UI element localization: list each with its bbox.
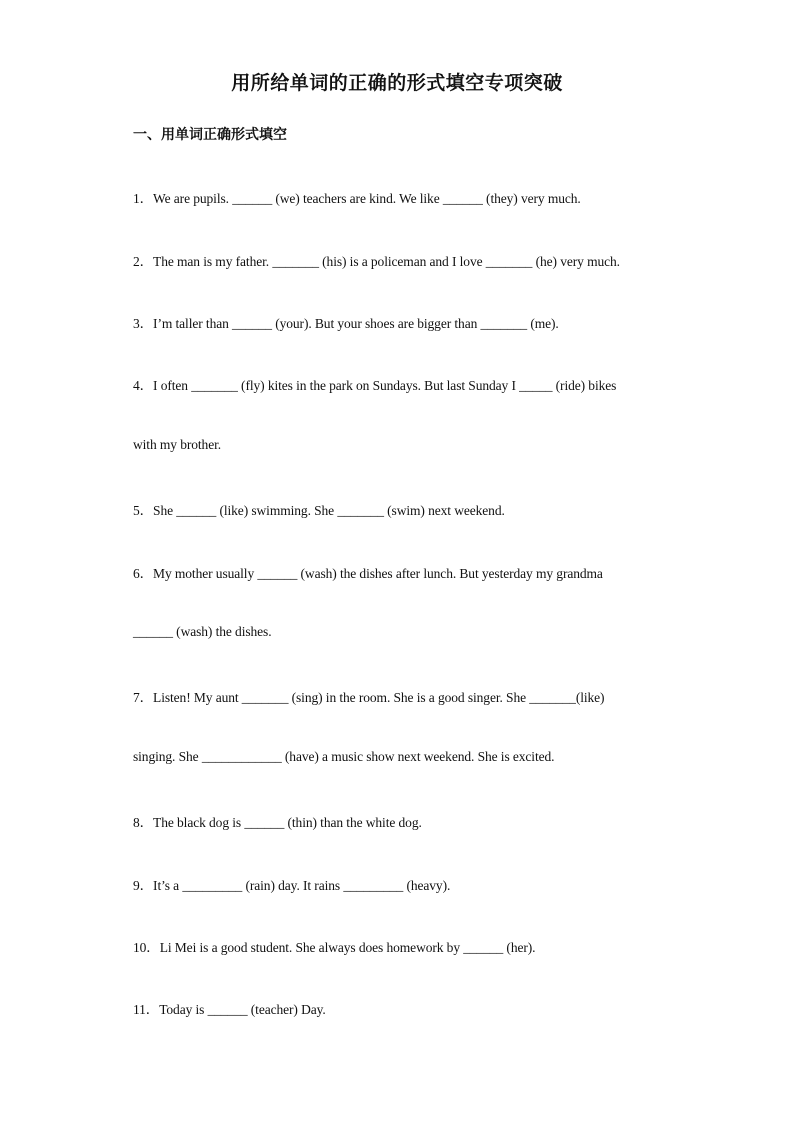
question-7-continued: singing. She ____________ (have) a music show next weekend. She is excited. bbox=[133, 749, 555, 764]
question-11: 11．Today is ______ (teacher) Day. bbox=[133, 1002, 326, 1017]
question-8: 8．The black dog is ______ (thin) than the white dog. bbox=[133, 815, 422, 830]
question-7: 7．Listen! My aunt _______ (sing) in the room. She is a good singer. She _______(like) bbox=[133, 690, 605, 705]
question-3: 3．I’m taller than ______ (your). But your shoes are bigger than _______ (me). bbox=[133, 316, 559, 331]
question-4-continued: with my brother. bbox=[133, 437, 222, 452]
question-2: 2．The man is my father. _______ (his) is a policeman and I love _______ (he) very much. bbox=[133, 254, 620, 269]
question-6-continued: ______ (wash) the dishes. bbox=[133, 624, 272, 639]
question-4: 4．I often _______ (fly) kites in the park on Sundays. But last Sunday I _____ (ride) bikes bbox=[133, 378, 617, 393]
question-10: 10．Li Mei is a good student. She always does homework by ______ (her). bbox=[133, 940, 536, 955]
question-9: 9．It’s a _________ (rain) day. It rains _________ (heavy). bbox=[133, 878, 451, 893]
question-6: 6．My mother usually ______ (wash) the dishes after lunch. But yesterday my grandma bbox=[133, 566, 603, 581]
page-title: 用所给单词的正确的形式填空专项突破 bbox=[231, 72, 563, 94]
section-heading: 一、用单词正确形式填空 bbox=[133, 127, 287, 143]
question-5: 5．She ______ (like) swimming. She _______ (swim) next weekend. bbox=[133, 503, 505, 518]
question-1: 1．We are pupils. ______ (we) teachers are kind. We like ______ (they) very much. bbox=[133, 191, 581, 206]
